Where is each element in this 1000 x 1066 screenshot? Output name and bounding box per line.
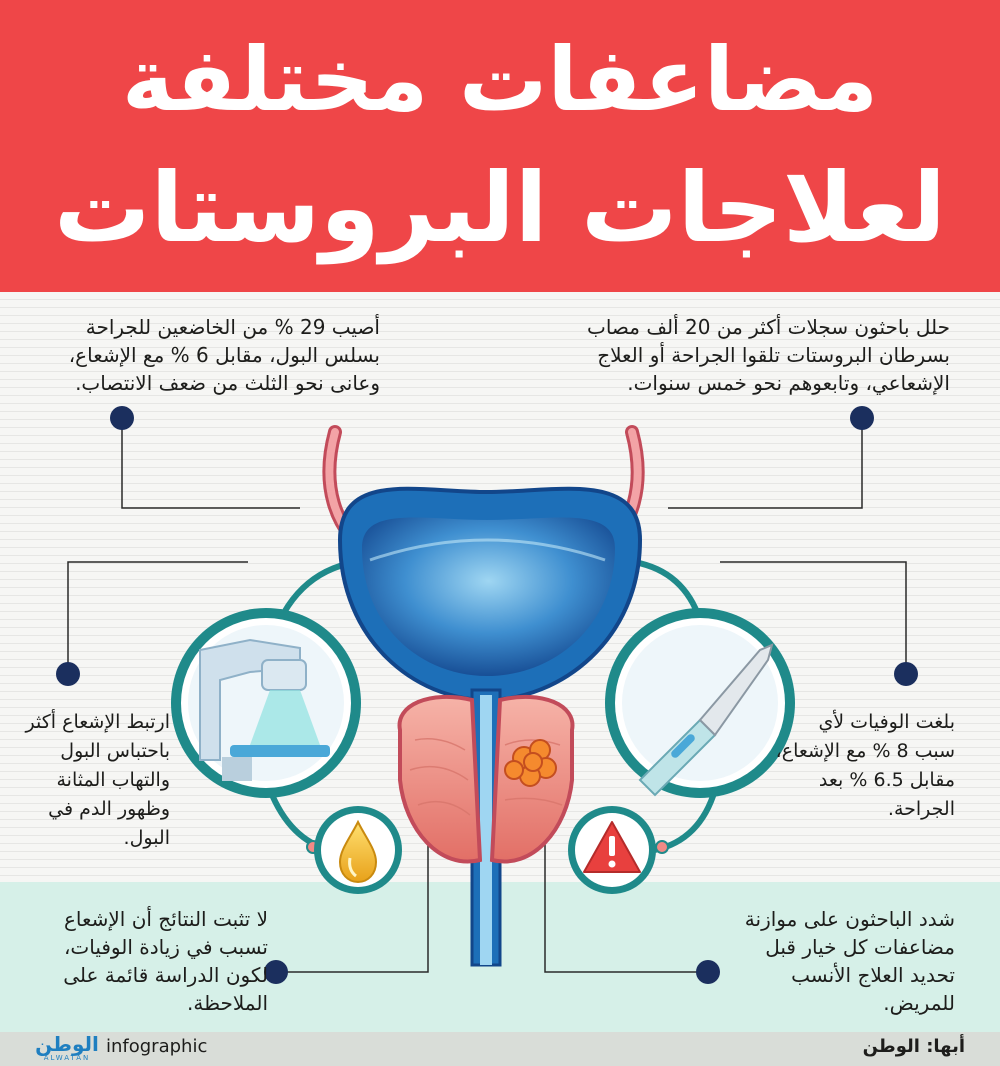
- fact-radiation-effects: ارتبط الإشعاع أكثر باحتباس البول والتهاب المثانة وظهور الدم في البول.: [25, 711, 170, 849]
- fact-study-records: حلل باحثون سجلات أكثر من 20 ألف مصاب بسرطان البروستات تلقوا الجراحة أو العلاج الإشعاعي، وتابعوهم نحو خمس سنوات.: [586, 315, 950, 395]
- warning-icon: [568, 806, 656, 894]
- urine-drop-icon: [314, 806, 402, 894]
- title-line-1: مضاعفات مختلفة: [121, 28, 879, 131]
- fact-incontinence: أصيب 29 % من الخاضعين للجراحة بسلس البول، مقابل 6 % مع الإشعاع، وعانى نحو الثلث من ضعف الانتصاب.: [68, 315, 380, 395]
- infographic-label: infographic: [106, 1036, 208, 1057]
- fact-observational: لا تثبت النتائج أن الإشعاع تسبب في زيادة الوفيات، لكون الدراسة قائمة على الملاحظة.: [63, 907, 268, 1015]
- fact-mortality: بلغت الوفيات لأي سبب 8 % مع الإشعاع، مقابل 6.5 % بعد الجراحة.: [775, 711, 955, 820]
- title-line-2: لعلاجات البروستات: [54, 152, 946, 264]
- scalpel-icon: [605, 608, 795, 798]
- alwatan-logo: [32, 1032, 102, 1064]
- radiotherapy-machine-icon: [171, 608, 361, 798]
- bladder-prostate-illustration: [340, 489, 640, 965]
- logo-subtext: ALWATAN: [43, 1054, 91, 1062]
- source-credit: أبها: الوطن: [862, 1036, 965, 1057]
- logo-text: الوطن: [35, 1032, 99, 1056]
- fact-weigh-options: شدد الباحثون على موازنة مضاعفات كل خيار قبل تحديد العلاج الأنسب للمريض.: [744, 907, 955, 1015]
